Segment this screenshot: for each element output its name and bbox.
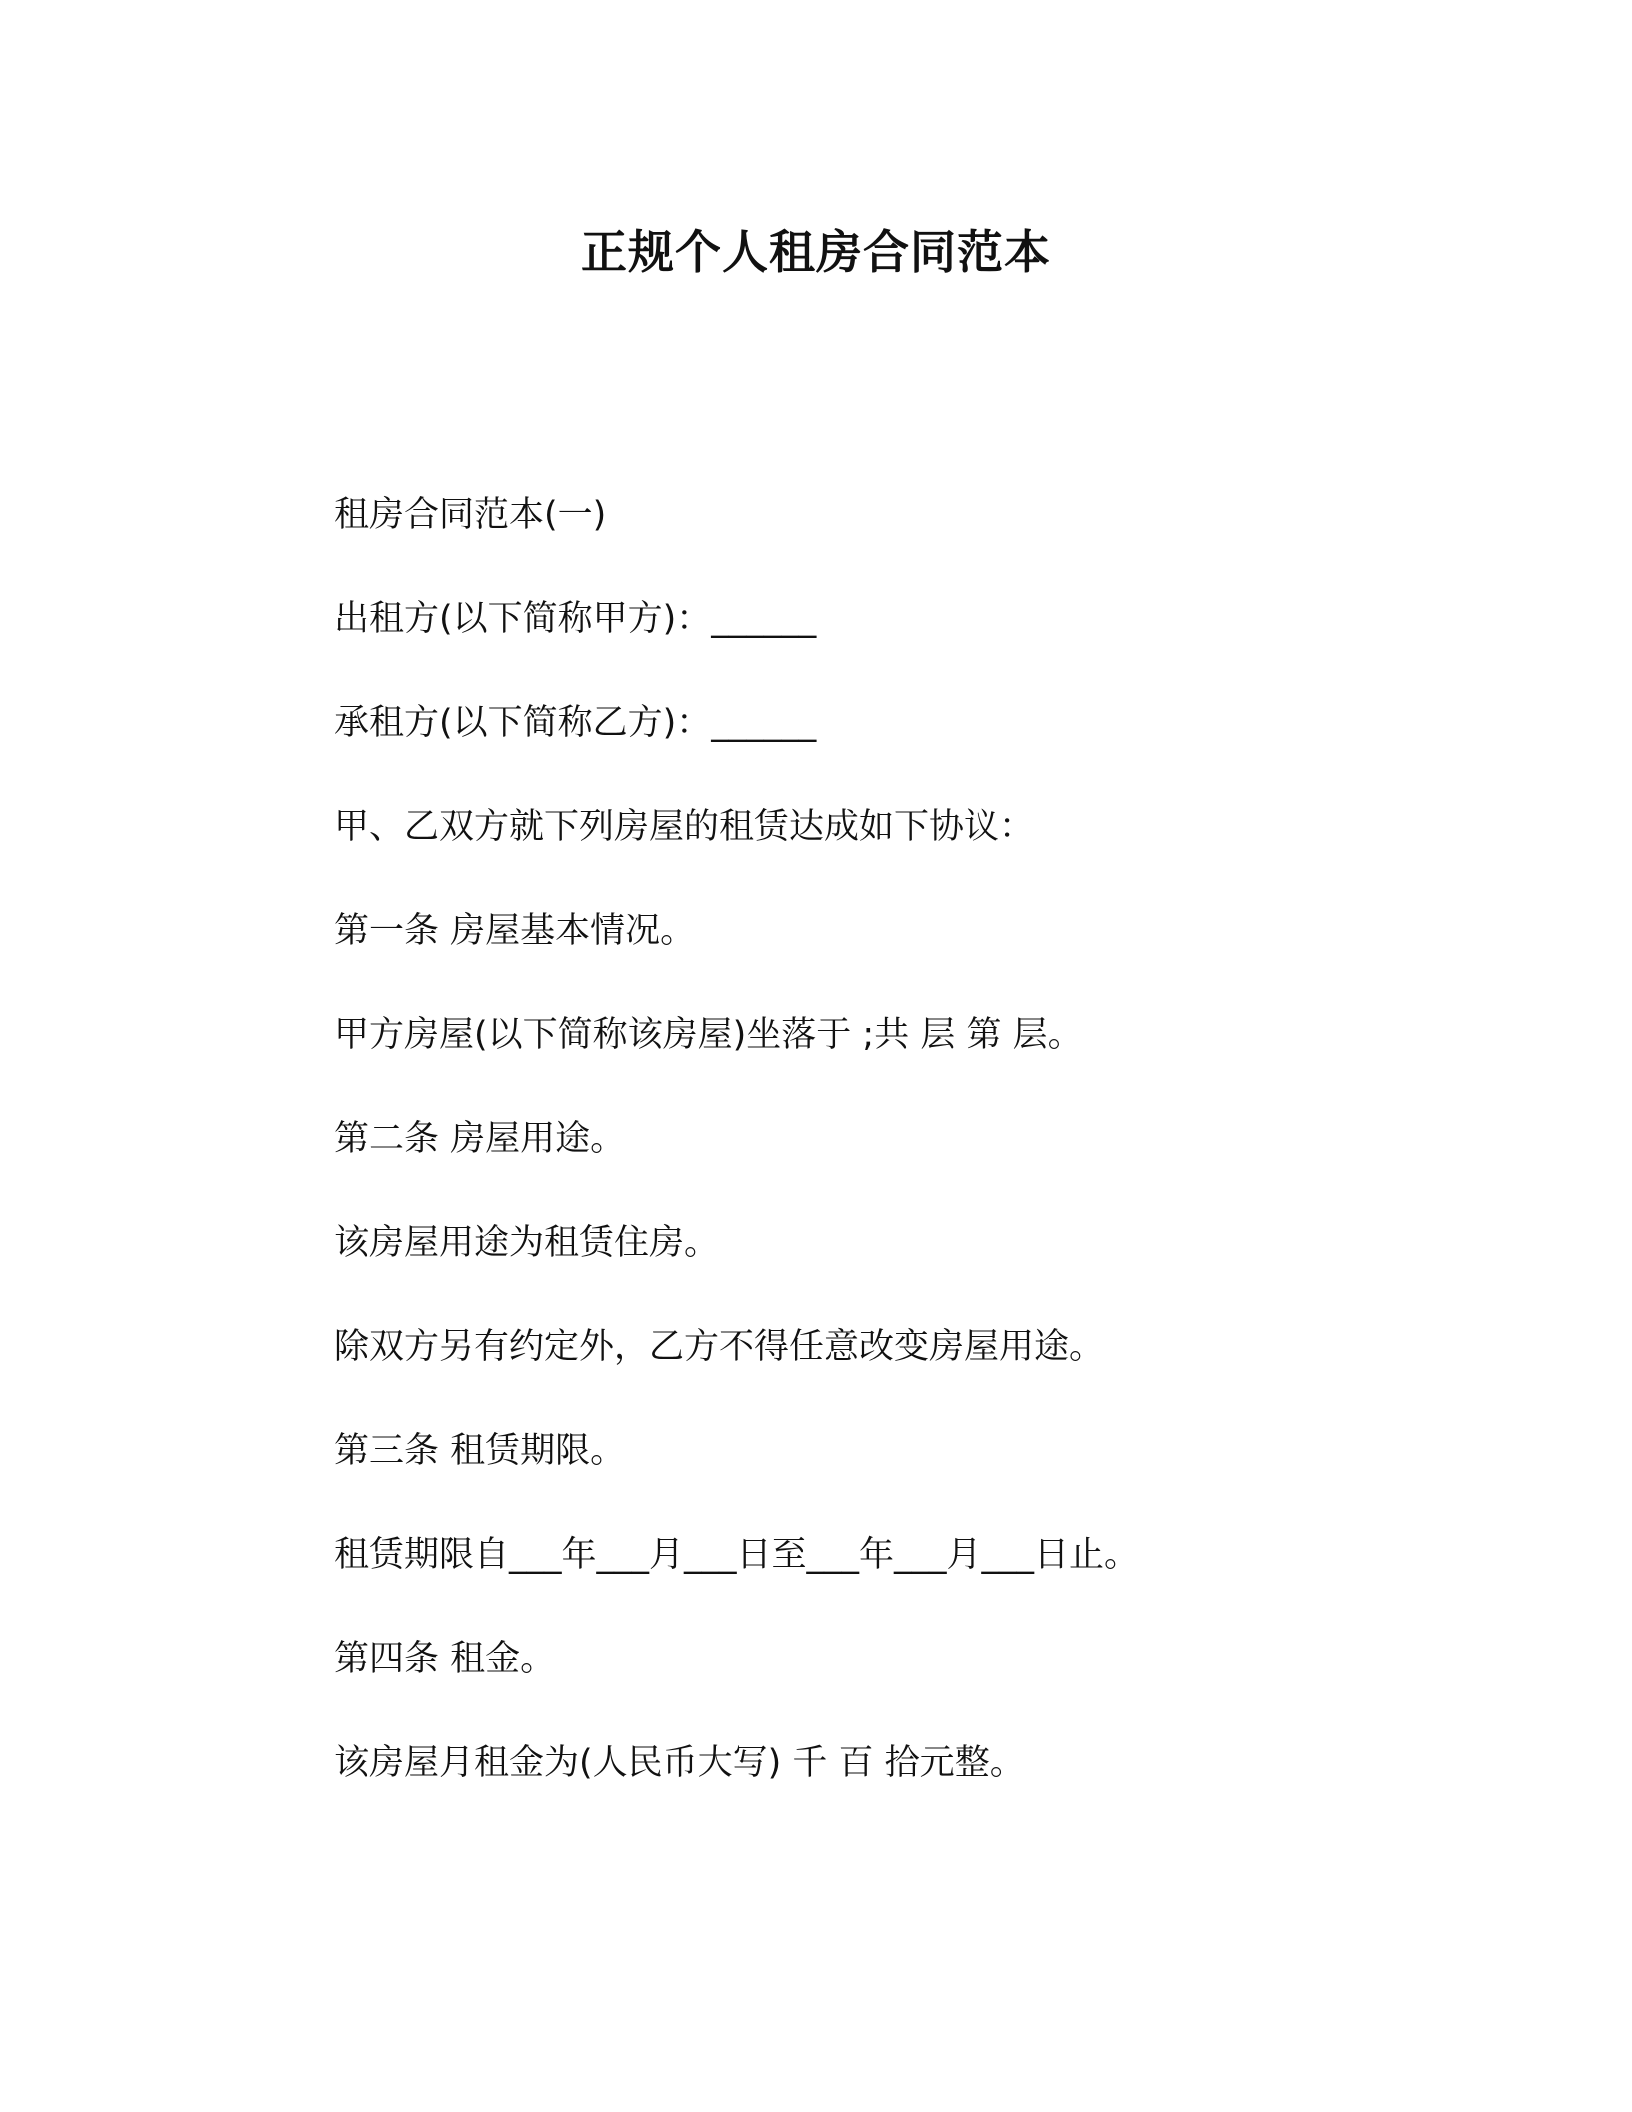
- article-two-heading: 第二条 房屋用途。: [334, 1119, 626, 1159]
- article-three-heading: 第三条 租赁期限。: [334, 1431, 626, 1471]
- article-four-text: 该房屋月租金为(人民币大写) 千 百 拾元整。: [334, 1743, 1025, 1783]
- lessee-line: 承租方(以下简称乙方)：______: [334, 703, 817, 743]
- article-one-text: 甲方房屋(以下简称该房屋)坐落于 ;共 层 第 层。: [334, 1015, 1083, 1055]
- lessor-line: 出租方(以下简称甲方)：______: [334, 599, 817, 639]
- article-two-text-continued: 除双方另有约定外，乙方不得任意改变房屋用途。: [334, 1327, 1105, 1367]
- document-title: 正规个人租房合同范本: [581, 225, 1051, 279]
- article-two-text: 该房屋用途为租赁住房。: [334, 1223, 720, 1263]
- document-body: [334, 491, 1434, 1843]
- article-four-heading: 第四条 租金。: [334, 1639, 556, 1679]
- article-three-text: 租赁期限自___年___月___日至___年___月___日止。: [334, 1535, 1140, 1575]
- article-one-heading: 第一条 房屋基本情况。: [334, 911, 696, 951]
- agreement-intro: 甲、乙双方就下列房屋的租赁达成如下协议：: [334, 807, 1035, 847]
- section-heading-template-one: 租房合同范本(一): [334, 495, 607, 535]
